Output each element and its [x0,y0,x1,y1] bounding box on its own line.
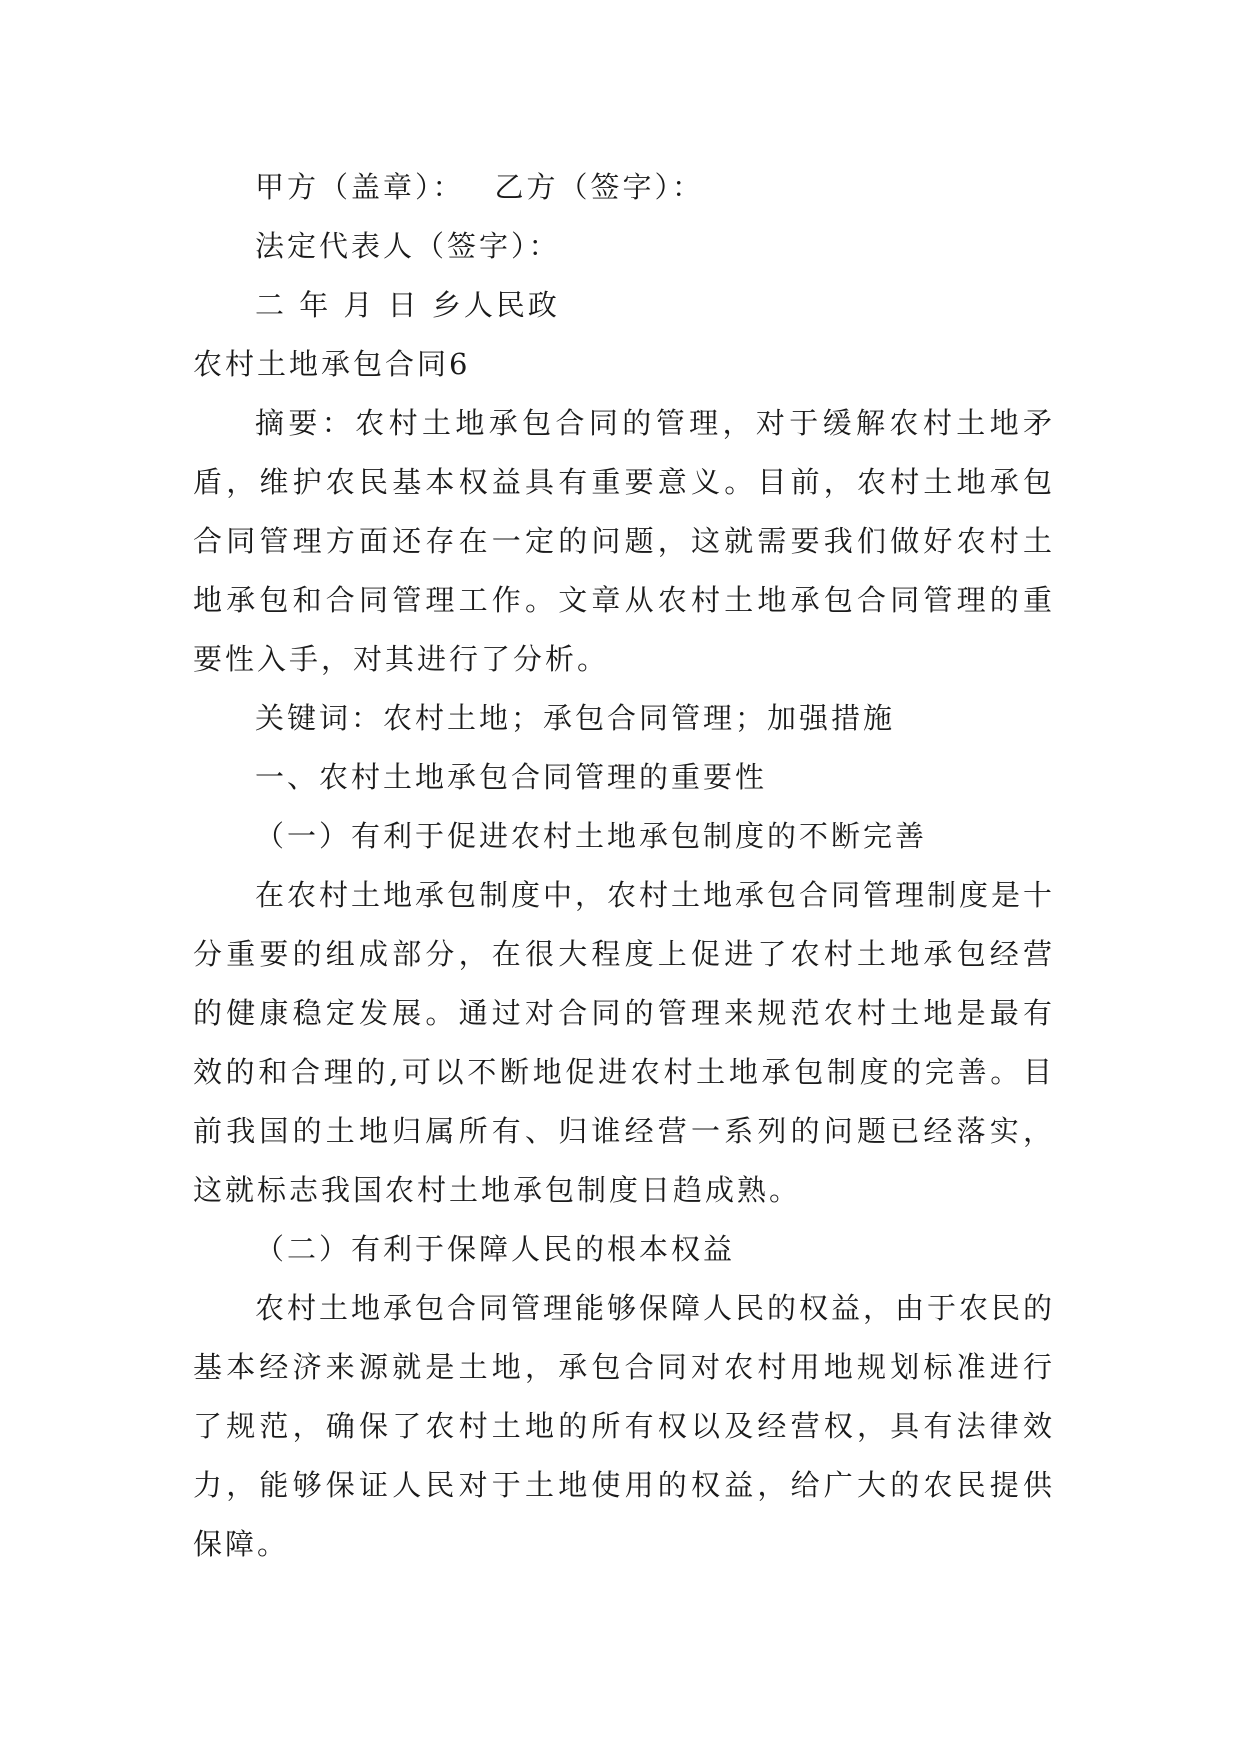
keywords-line: 关键词：农村土地；承包合同管理；加强措施 [255,701,896,735]
legal-representative-label: 法定代表人（签字）： [255,229,561,263]
subsection-2-heading: （二）有利于保障人民的根本权益 [255,1232,736,1266]
party-b-signature-label: 乙方（签字）： [494,170,705,204]
document-body [193,158,1055,1574]
signature-parties [193,158,1055,217]
signature-date-line: 二 年 月 日 乡人民政 [255,288,560,322]
abstract-paragraph: 摘要：农村土地承包合同的管理，对于缓解农村土地矛盾，维护农民基本权益具有重要意义。目前，农村土地承包合同管理方面还存在一定的问题，这就需要我们做好农村土地承包和合同管理工作。文章从农村土地承包合同管理的重要性入手，对其进行了分析。 [193,406,1055,676]
subsection-1-body: 在农村土地承包制度中，农村土地承包合同管理制度是十分重要的组成部分，在很大程度上促进了农村土地承包经营的健康稳定发展。通过对合同的管理来规范农村土地是最有效的和合理的,可以不断地促进农村土地承包制度的完善。目前我国的土地归属所有、归谁经营一系列的问题已经落实，这就标志我国农村土地承包制度日趋成熟。 [193,878,1056,1207]
subsection-2-body: 农村土地承包合同管理能够保障人民的权益，由于农民的基本经济来源就是土地，承包合同对农村用地规划标准进行了规范，确保了农村土地的所有权以及经营权，具有法律效力，能够保证人民对于土地使用的权益，给广大的农民提供保障。 [193,1291,1056,1561]
document-title: 农村土地承包合同6 [193,347,471,381]
subsection-1-heading: （一）有利于促进农村土地承包制度的不断完善 [255,819,928,853]
party-a-seal-label: 甲方（盖章）： [255,170,465,204]
section-1-heading: 一、农村土地承包合同管理的重要性 [255,760,768,794]
